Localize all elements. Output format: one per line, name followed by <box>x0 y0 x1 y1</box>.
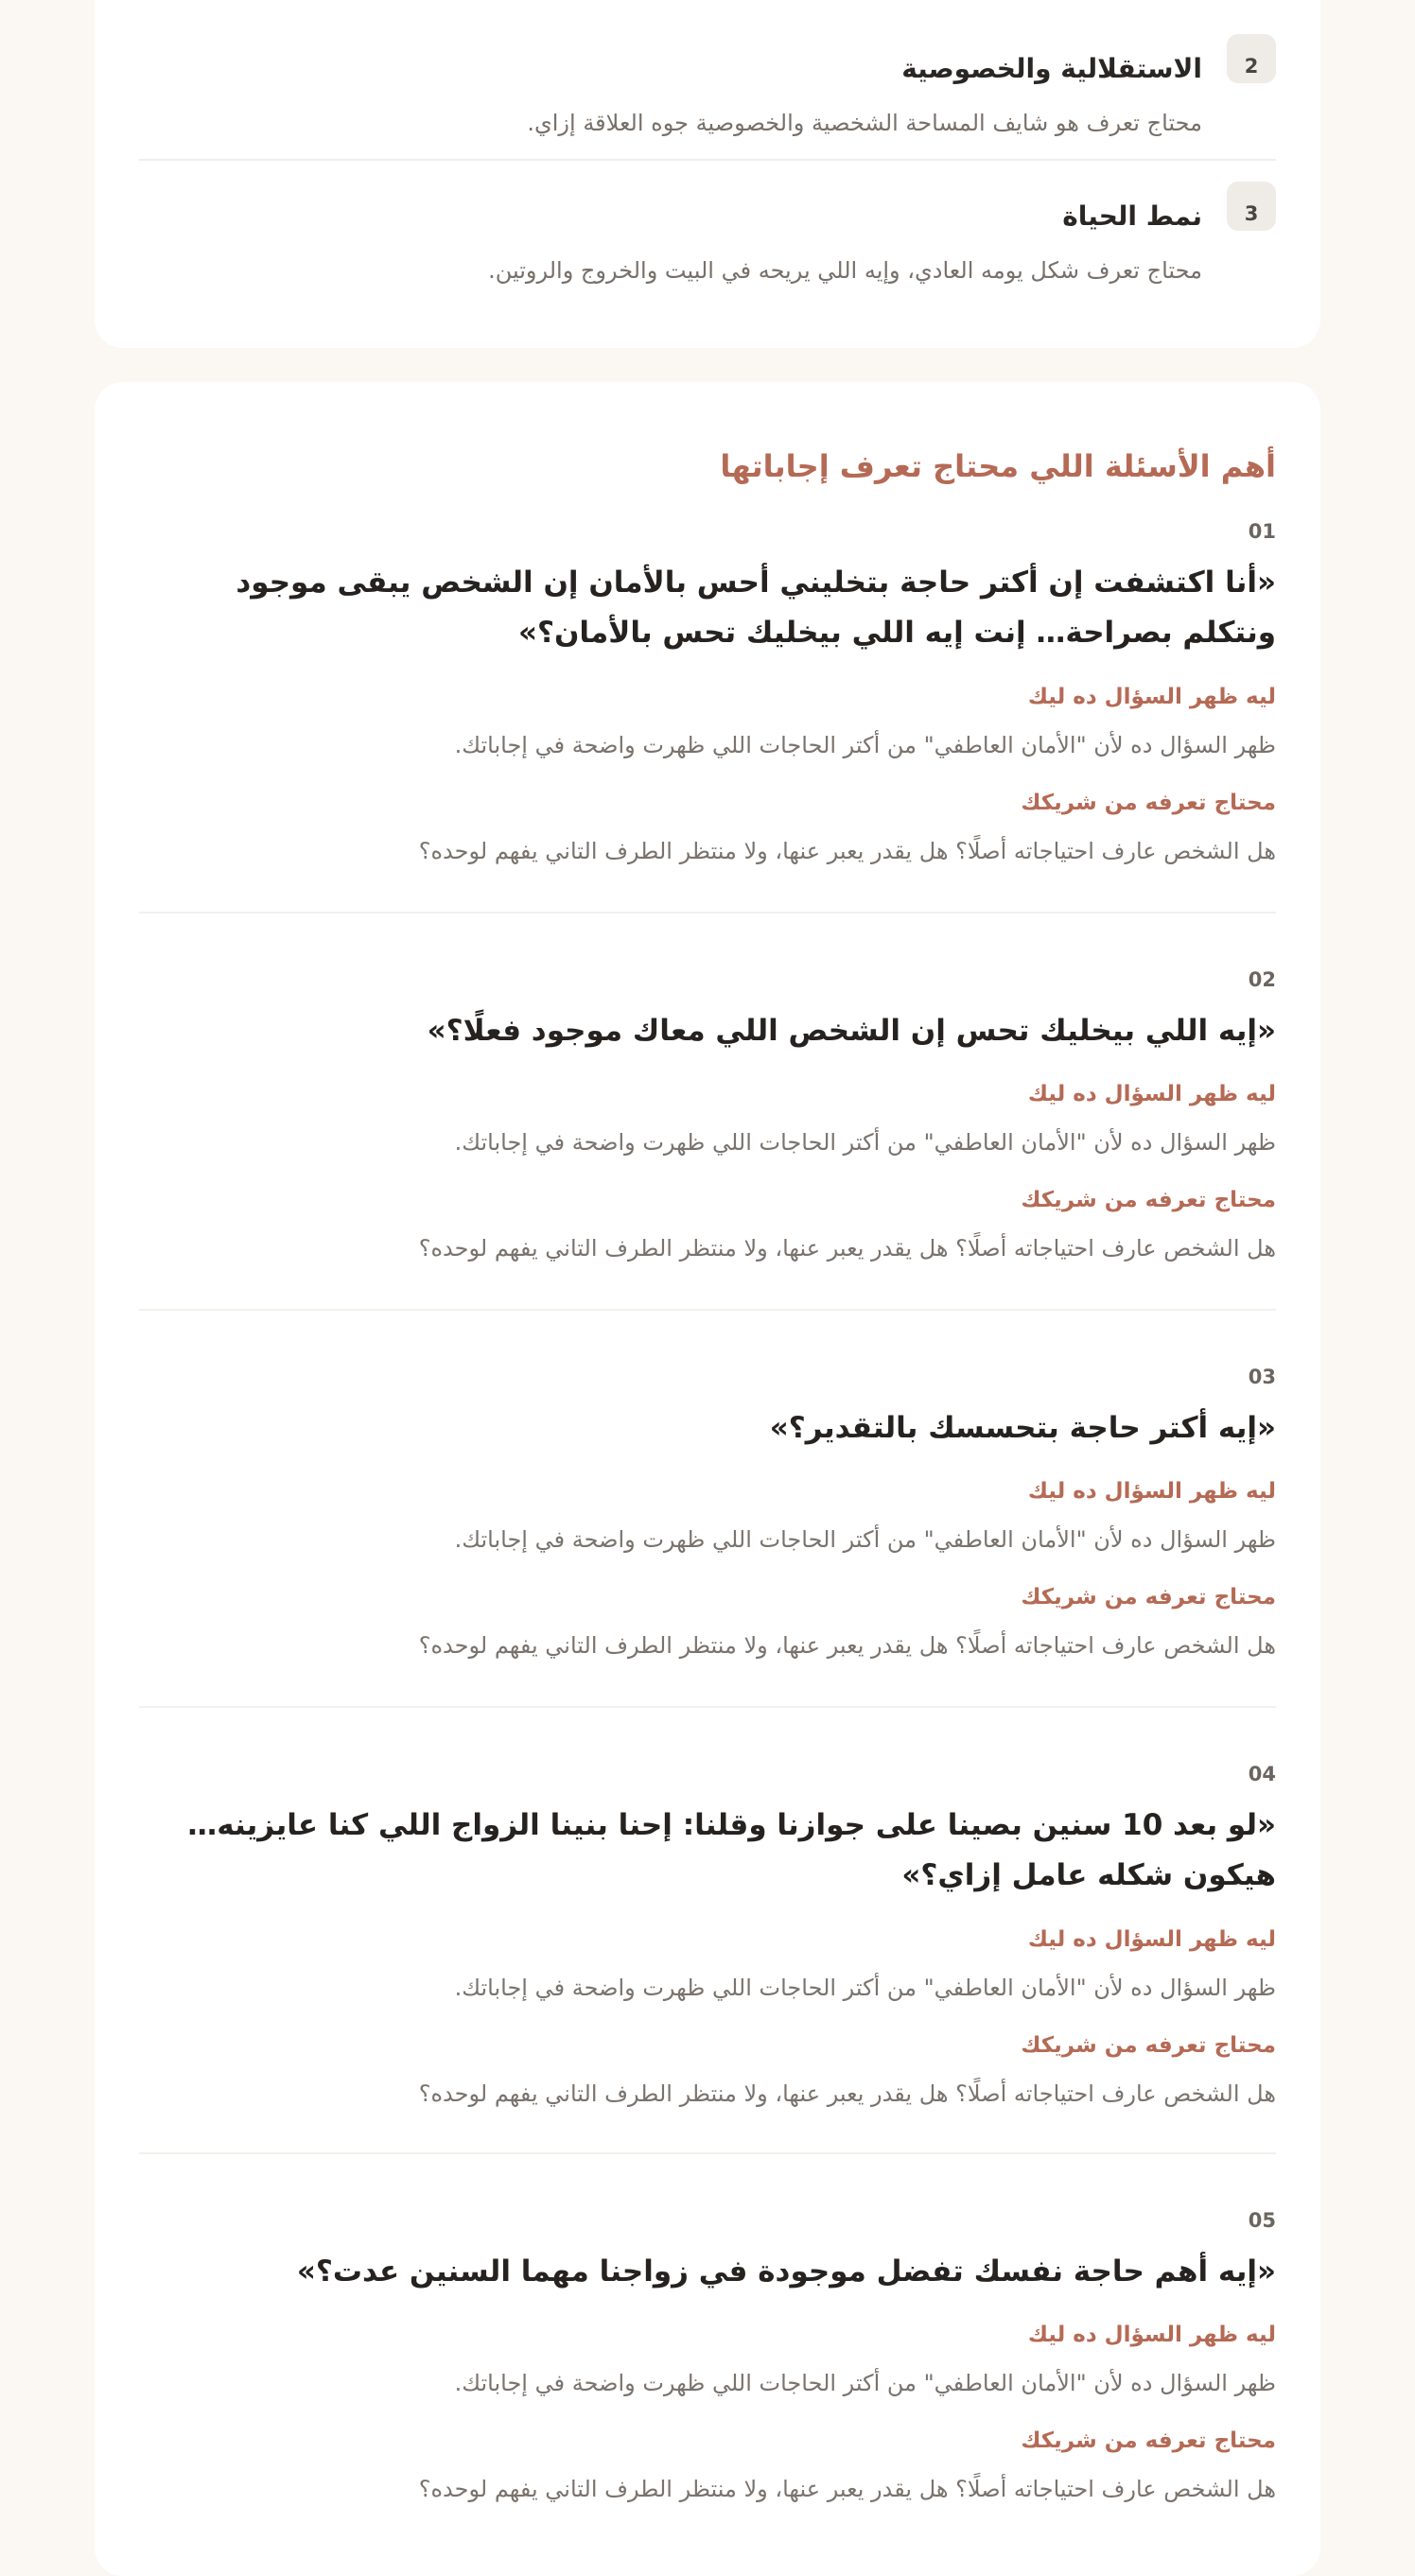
partner-text: هل الشخص عارف احتياجاته أصلًا؟ هل يقدر يعبر عنها، ولا منتظر الطرف التاني يفهم لوحده؟ <box>418 838 1276 864</box>
question-number: 04 <box>1248 1763 1276 1785</box>
need-item-lifestyle <box>139 182 1276 284</box>
needs-card <box>95 0 1320 348</box>
partner-text: هل الشخص عارف احتياجاته أصلًا؟ هل يقدر يعبر عنها، ولا منتظر الطرف التاني يفهم لوحده؟ <box>418 2476 1276 2502</box>
question-item <box>139 1366 1276 1678</box>
question-text: «إيه أهم حاجة نفسك تفضل موجودة في زواجنا مهما السنين عدت؟» <box>296 2254 1276 2289</box>
divider <box>139 159 1276 161</box>
divider <box>139 1706 1276 1708</box>
question-text: «لو بعد 10 سنين بصينا على جوازنا وقلنا: إحنا بنينا الزواج اللي كنا عايزينه… هيكون شكله عامل إزاي؟» <box>187 1808 1276 1892</box>
need-description: محتاج تعرف هو شايف المساحة الشخصية والخصوصية جوه العلاقة إزاي. <box>527 110 1202 136</box>
why-label: ليه ظهر السؤال ده ليك <box>1027 1479 1276 1504</box>
question-text: «إيه اللي بيخليك تحس إن الشخص اللي معاك موجود فعلًا؟» <box>427 1014 1276 1048</box>
need-number-badge: 2 <box>1227 34 1276 83</box>
divider <box>139 2152 1276 2154</box>
why-text: ظهر السؤال ده لأن "الأمان العاطفي" من أكتر الحاجات اللي ظهرت واضحة في إجاباتك. <box>454 2370 1276 2396</box>
question-number: 05 <box>1248 2209 1276 2232</box>
divider <box>139 912 1276 914</box>
partner-label: محتاج تعرفه من شريكك <box>1021 791 1276 815</box>
question-item <box>139 2209 1276 2521</box>
section-title: أهم الأسئلة اللي محتاج تعرف إجاباتها <box>720 448 1276 484</box>
partner-label: محتاج تعرفه من شريكك <box>1021 2428 1276 2453</box>
why-text: ظهر السؤال ده لأن "الأمان العاطفي" من أكتر الحاجات اللي ظهرت واضحة في إجاباتك. <box>454 1129 1276 1156</box>
why-text: ظهر السؤال ده لأن "الأمان العاطفي" من أكتر الحاجات اللي ظهرت واضحة في إجاباتك. <box>454 1975 1276 2001</box>
question-text: «أنا اكتشفت إن أكتر حاجة بتخليني أحس بالأمان إن الشخص يبقى موجود ونتكلم بصراحة… إنت إيه اللي بيخليك تحس بالأمان؟» <box>236 566 1276 650</box>
need-description: محتاج تعرف شكل يومه العادي، وإيه اللي يريحه في البيت والخروج والروتين. <box>488 257 1202 284</box>
why-label: ليه ظهر السؤال ده ليك <box>1027 2323 1276 2347</box>
partner-text: هل الشخص عارف احتياجاته أصلًا؟ هل يقدر يعبر عنها، ولا منتظر الطرف التاني يفهم لوحده؟ <box>418 1632 1276 1659</box>
partner-label: محتاج تعرفه من شريكك <box>1021 1188 1276 1212</box>
question-number: 03 <box>1248 1366 1276 1388</box>
question-item <box>139 968 1276 1280</box>
why-label: ليه ظهر السؤال ده ليك <box>1027 1082 1276 1106</box>
why-text: ظهر السؤال ده لأن "الأمان العاطفي" من أكتر الحاجات اللي ظهرت واضحة في إجاباتك. <box>454 1526 1276 1553</box>
question-text: «إيه أكتر حاجة بتحسسك بالتقدير؟» <box>769 1411 1276 1445</box>
need-title: الاستقلالية والخصوصية <box>901 53 1202 84</box>
need-title: نمط الحياة <box>1062 200 1202 232</box>
need-number-badge: 3 <box>1227 182 1276 231</box>
why-label: ليه ظهر السؤال ده ليك <box>1027 1927 1276 1952</box>
why-label: ليه ظهر السؤال ده ليك <box>1027 685 1276 709</box>
question-number: 01 <box>1248 520 1276 543</box>
question-number: 02 <box>1248 968 1276 991</box>
partner-label: محتاج تعرفه من شريكك <box>1021 2033 1276 2058</box>
why-text: ظهر السؤال ده لأن "الأمان العاطفي" من أكتر الحاجات اللي ظهرت واضحة في إجاباتك. <box>454 732 1276 758</box>
divider <box>139 1309 1276 1311</box>
questions-card <box>95 382 1320 2576</box>
partner-text: هل الشخص عارف احتياجاته أصلًا؟ هل يقدر يعبر عنها، ولا منتظر الطرف التاني يفهم لوحده؟ <box>418 1235 1276 1262</box>
partner-text: هل الشخص عارف احتياجاته أصلًا؟ هل يقدر يعبر عنها، ولا منتظر الطرف التاني يفهم لوحده؟ <box>418 2080 1276 2107</box>
need-item-privacy <box>139 34 1276 136</box>
question-item <box>139 1763 1276 2122</box>
partner-label: محتاج تعرفه من شريكك <box>1021 1585 1276 1610</box>
question-item <box>139 520 1276 879</box>
